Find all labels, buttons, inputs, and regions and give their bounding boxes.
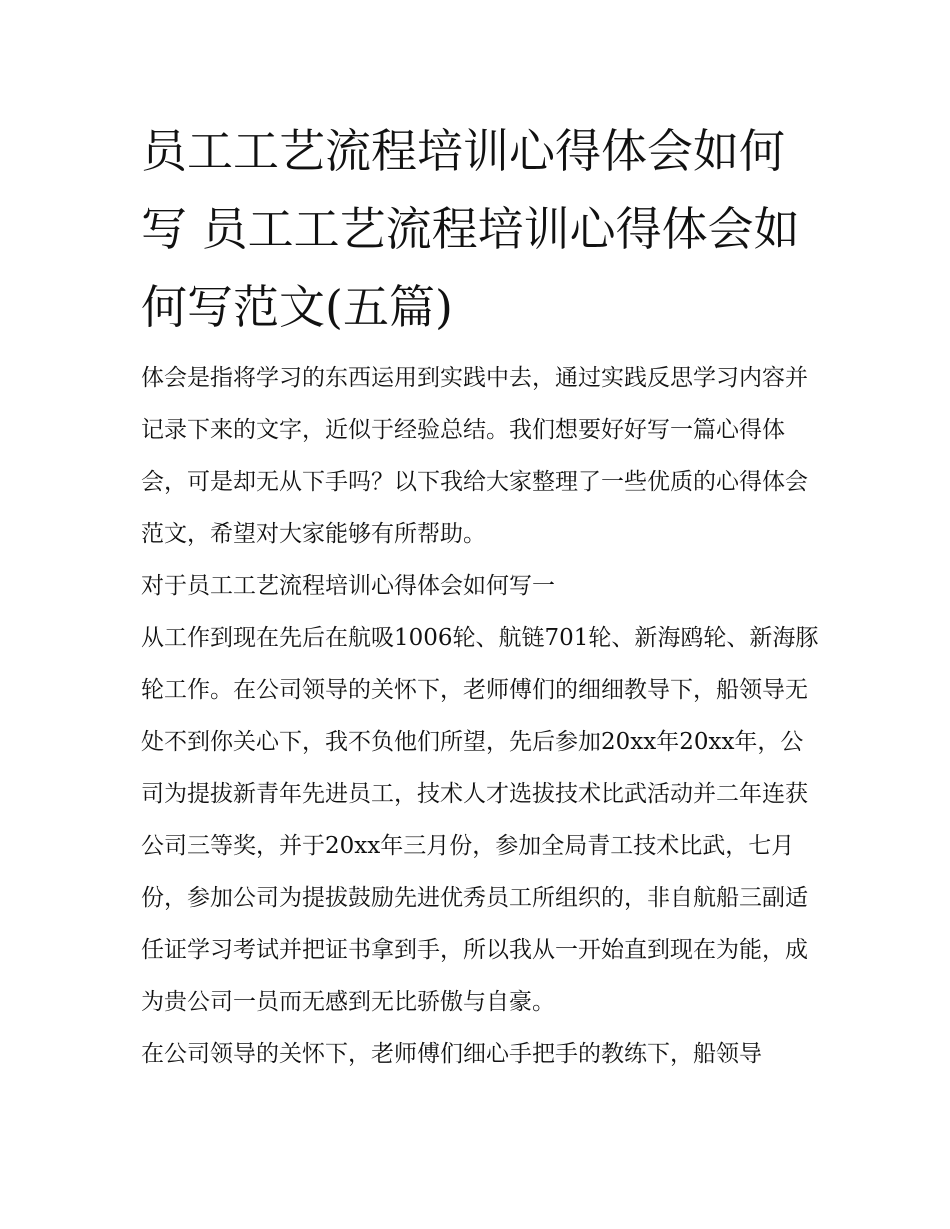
document-body: [141, 352, 821, 1080]
document-page: [141, 112, 821, 1080]
body-paragraph: 在公司领导的关怀下，老师傅们细心手把手的教练下，船领导: [141, 1041, 762, 1067]
document-title: 员工工艺流程培训心得体会如何写 员工工艺流程培训心得体会如何写范文(五篇): [141, 124, 800, 334]
section-heading: 对于员工工艺流程培训心得体会如何写一: [141, 573, 555, 599]
body-paragraph: 从工作到现在先后在航吸1006轮、航链701轮、新海鸥轮、新海豚轮工作。在公司领导的关怀下，老师傅们的细细教导下，船领导无处不到你关心下，我不负他们所望，先后参加20xx年20xx年，公司为提拔新青年先进员工，技术人才选拔技术比武活动并二年连获公司三等奖，并于20xx年三月份，参加全局青工技术比武，七月份，参加公司为提拔鼓励先进优秀员工所组织的，非自航船三副适任证学习考试并把证书拿到手，所以我从一开始直到现在为能，成为贵公司一员而无感到无比骄傲与自豪。: [141, 625, 819, 1015]
intro-paragraph: 体会是指将学习的东西运用到实践中去，通过实践反思学习内容并记录下来的文字，近似于经验总结。我们想要好好写一篇心得体会，可是却无从下手吗？以下我给大家整理了一些优质的心得体会范文，希望对大家能够有所帮助。: [141, 365, 808, 547]
